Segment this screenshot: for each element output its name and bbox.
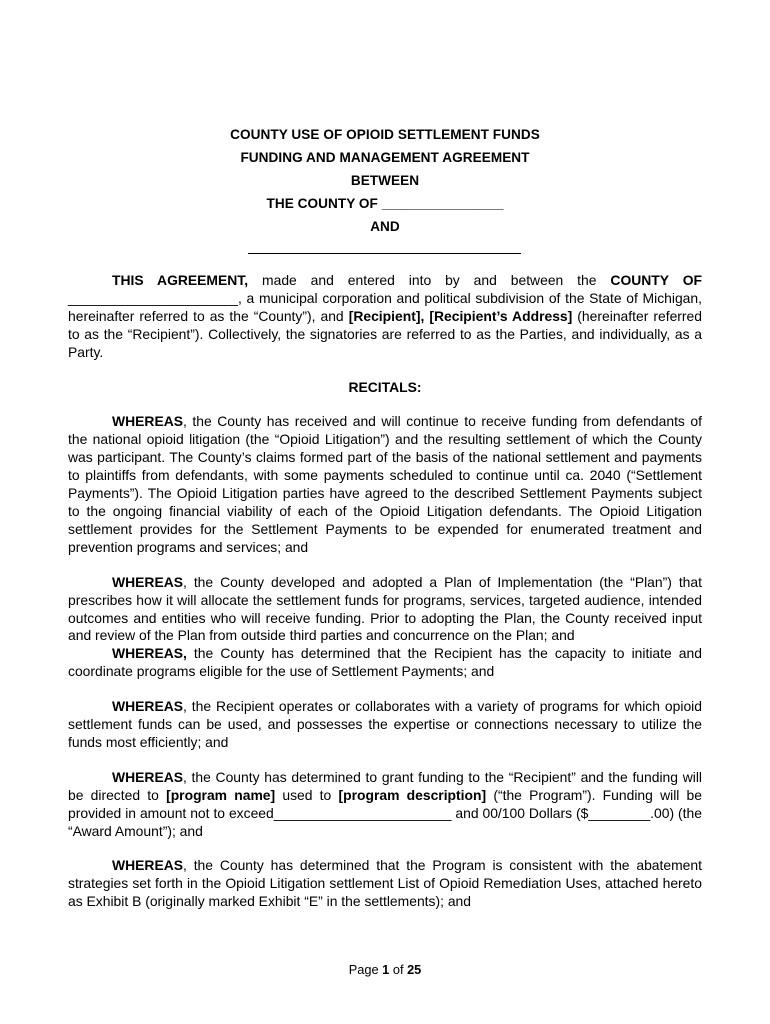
intro-county-of: COUNTY OF	[610, 272, 703, 288]
whereas-4-lead: WHEREAS	[112, 698, 183, 715]
whereas-5-text-1: , the County has determined to grant funding to the “Recipient” and the funding will be directed to	[68, 768, 702, 803]
whereas-1-text: , the County has received and will continue to receive funding from defendants of the national opioid litigation (the “Opioid Litigation”) and the resulting settlement of which the County was participant. The County’s claims formed part of the basis of the national settlement and payments to plaintiffs from defendants, with some payments scheduled to continue until ca. 2040 (“Settlement Payments”). The Opioid Litigation parties have agreed to the described Settlement Payments subject to the ongoing financial viability of each of the Opioid Litigation defendants. The Opioid Litigation settlement provides for the Settlement Payments to be expended for enumerated treatment and prevention programs and services; and	[68, 413, 702, 555]
title-line-2: FUNDING AND MANAGEMENT AGREEMENT	[240, 150, 530, 165]
whereas-5-program-name: [program name]	[166, 786, 276, 803]
whereas-2-text: , the County developed and adopted a Plan of Implementation (the “Plan”) that prescribes how it will allocate the settlement funds for programs, services, targeted audience, intended outcomes and entities who will receive funding. Prior to adopting the Plan, the County received input and review of the Plan from outside third parties and concurrence on the Plan; and	[68, 573, 702, 644]
whereas-paragraph-5	[68, 769, 702, 841]
whereas-5-text-2: used to	[275, 786, 339, 803]
recipient-name-blank-line	[248, 253, 521, 254]
whereas-1-lead: WHEREAS	[112, 413, 183, 430]
whereas-5-lead: WHEREAS	[112, 768, 183, 785]
intro-recipient: [Recipient], [Recipient’s Address]	[348, 307, 573, 324]
title-line-4: THE COUNTY OF ________________	[266, 196, 504, 211]
whereas-4-text: , the Recipient operates or collaborates with a variety of programs for which opioid settlement funds can be used, and possesses the expertise or connections necessary to utilize the funds most efficiently; and	[68, 698, 702, 750]
whereas-paragraph-2	[68, 574, 702, 646]
intro-text-3: (hereinafter referred to as the “Recipient”). Collectively, the signatories are referred to as the Parties, and individually, as a Party.	[68, 307, 702, 360]
whereas-paragraph-4	[68, 698, 702, 752]
whereas-paragraph-3	[68, 645, 702, 681]
agreement-title	[0, 123, 770, 238]
whereas-3-text: the County has determined that the Recipient has the capacity to initiate and coordinate programs eligible for the use of Settlement Payments; and	[68, 645, 702, 680]
page-number: 1	[382, 962, 390, 977]
page-label: Page	[348, 962, 383, 977]
page-footer	[0, 962, 770, 977]
recitals-heading: RECITALS:	[348, 378, 422, 395]
whereas-paragraph-6	[68, 857, 702, 911]
title-line-5: AND	[370, 219, 400, 234]
whereas-5-text-3: (“the Program”). Funding will be provided in amount not to exceed_______________________ and 00/100 Dollars ($________.00) (the “Award Amount”); and	[68, 786, 703, 839]
whereas-3-lead: WHEREAS,	[112, 645, 187, 662]
intro-lead: THIS AGREEMENT,	[112, 272, 249, 288]
intro-text-1: made and entered into by and between the	[248, 272, 611, 288]
intro-text-2: ______________________, a municipal corporation and political subdivision of the State of Michigan, hereinafter referred to as the “County”), and	[68, 289, 702, 324]
whereas-5-program-description: [program description]	[338, 786, 487, 803]
title-line-1: COUNTY USE OF OPIOID SETTLEMENT FUNDS	[230, 127, 540, 142]
whereas-2-lead: WHEREAS	[112, 573, 183, 590]
whereas-6-lead: WHEREAS	[112, 857, 183, 874]
of-label: of	[389, 962, 408, 977]
whereas-paragraph-1	[68, 413, 702, 556]
page-total: 25	[407, 962, 422, 977]
title-line-3: BETWEEN	[350, 173, 420, 188]
intro-paragraph	[68, 272, 702, 362]
whereas-6-text: , the County has determined that the Program is consistent with the abatement strategies set forth in the Opioid Litigation settlement List of Opioid Remediation Uses, attached hereto as Exhibit B (originally marked Exhibit “E” in the settlements); and	[68, 857, 702, 910]
agreement-body	[68, 272, 702, 911]
